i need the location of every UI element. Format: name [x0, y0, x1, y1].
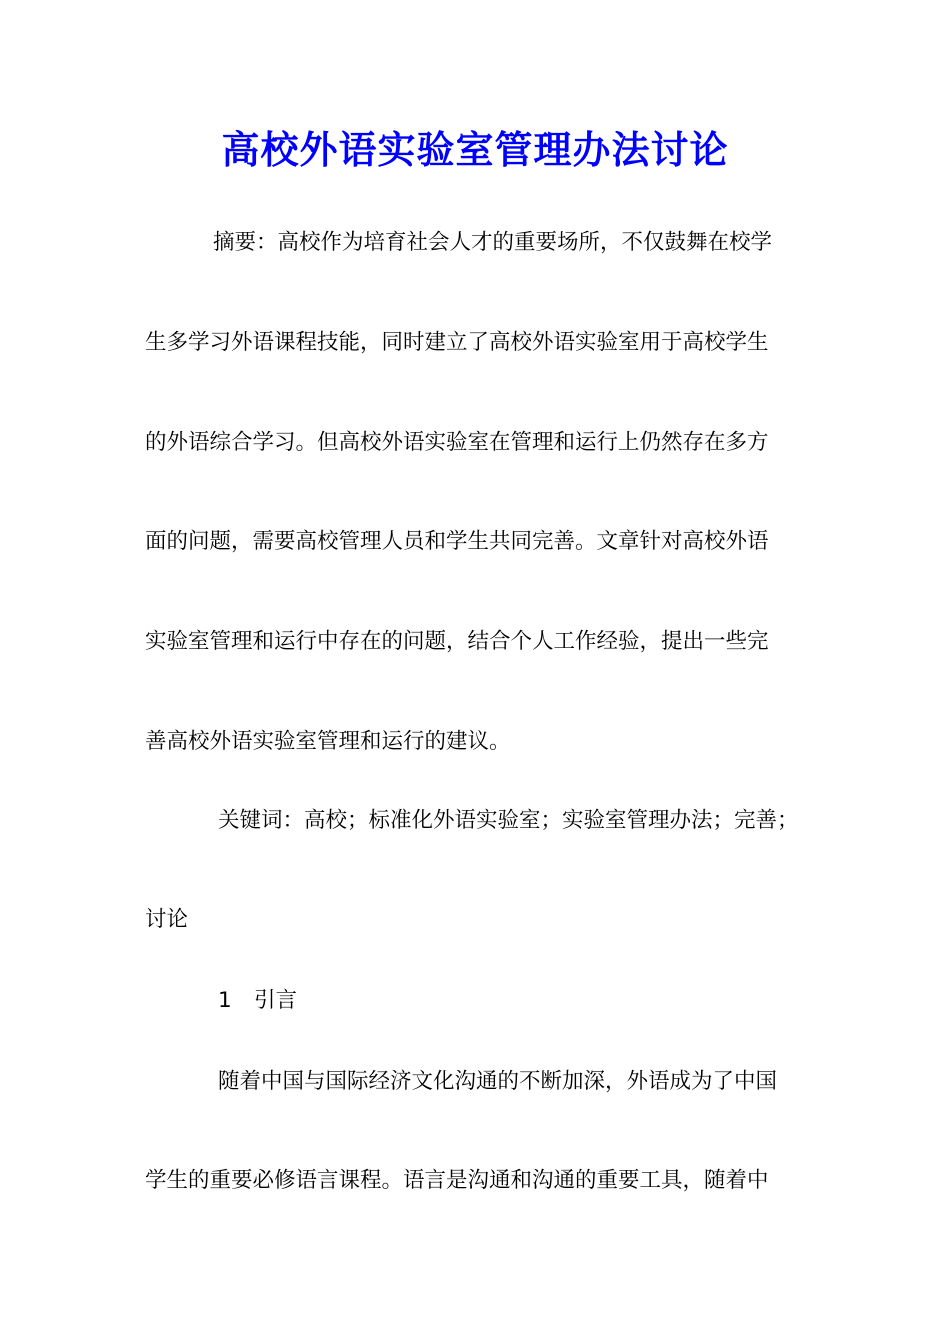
- keywords-line: 关键词：高校；标准化外语实验室；实验室管理办法；完善；: [218, 808, 799, 833]
- intro-line: 学生的重要必修语言课程。语言是沟通和沟通的重要工具，随着中: [145, 1168, 769, 1193]
- abstract-line: 实验室管理和运行中存在的问题，结合个人工作经验，提出一些完: [145, 629, 769, 654]
- section-title: 引言: [254, 988, 298, 1013]
- abstract-line: 摘要：高校作为培育社会人才的重要场所，不仅鼓舞在校学: [213, 230, 773, 255]
- intro-line: 随着中国与国际经济文化沟通的不断加深，外语成为了中国: [218, 1069, 778, 1094]
- abstract-line: 的外语综合学习。但高校外语实验室在管理和运行上仍然存在多方: [145, 430, 769, 455]
- document-title: 高校外语实验室管理办法讨论: [221, 127, 729, 172]
- keywords-line: 讨论: [145, 907, 189, 932]
- abstract-line: 面的问题，需要高校管理人员和学生共同完善。文章针对高校外语: [145, 529, 769, 554]
- section-number: 1: [218, 988, 232, 1013]
- abstract-line: 善高校外语实验室管理和运行的建议。: [145, 729, 511, 754]
- section-heading: [218, 986, 297, 1016]
- abstract-line: 生多学习外语课程技能，同时建立了高校外语实验室用于高校学生: [145, 330, 769, 355]
